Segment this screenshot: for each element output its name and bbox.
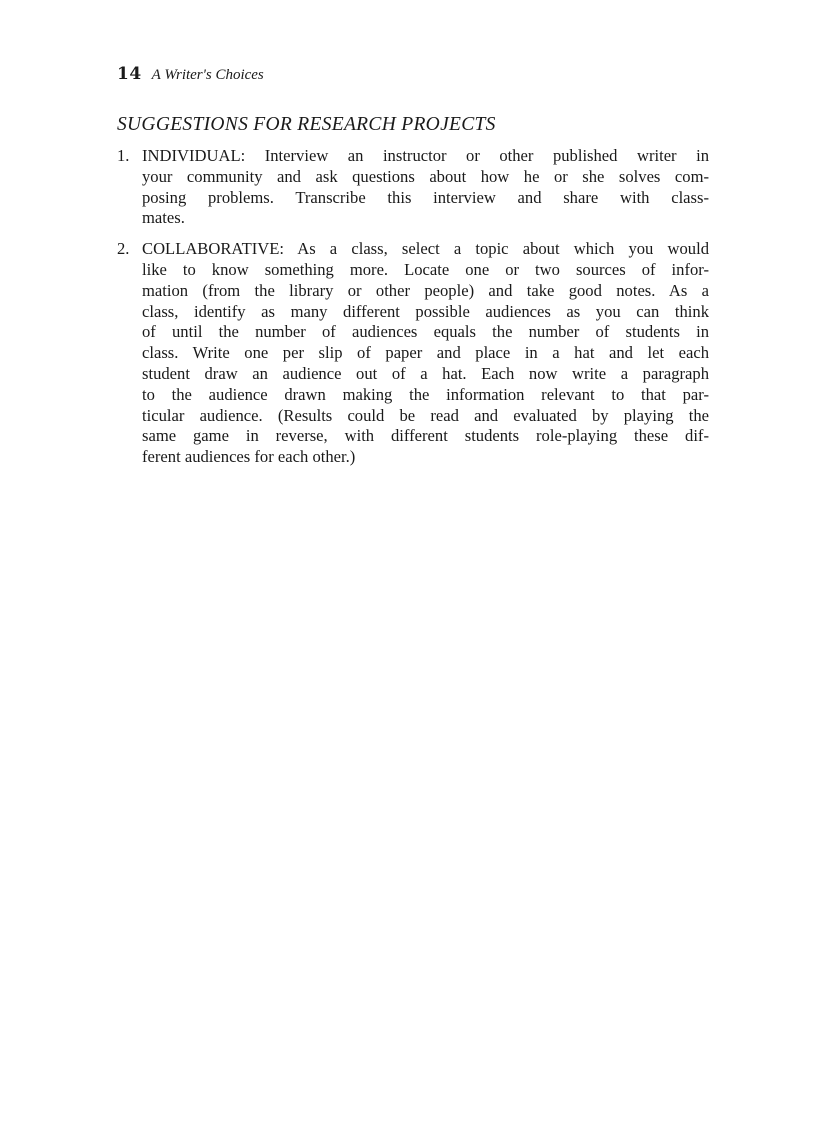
page-number: 14 <box>117 64 142 84</box>
item-text-line: class, identify as many different possible audiences as you can think <box>142 301 709 321</box>
item-text-line: class. Write one per slip of paper and place in a hat and let each <box>142 343 709 363</box>
item-text-line: to the audience drawn making the information relevant to that par- <box>142 384 709 404</box>
item-text-line: ferent audiences for each other.) <box>142 447 356 467</box>
item-text-line: mation (from the library or other people) and take good notes. As a <box>142 280 709 300</box>
section-heading: SUGGESTIONS FOR RESEARCH PROJECTS <box>117 114 496 135</box>
item-text-line: your community and ask questions about how he or she solves com- <box>142 166 709 186</box>
item-text-line: COLLABORATIVE: As a class, select a topic about which you would <box>142 239 709 259</box>
running-title: A Writer's Choices <box>151 67 264 83</box>
item-number: 2. <box>117 239 130 259</box>
item-text-line: same game in reverse, with different students role-playing these dif- <box>142 426 709 446</box>
item-text-line: ticular audience. (Results could be read and evaluated by playing the <box>142 405 709 425</box>
item-text-line: student draw an audience out of a hat. Each now write a paragraph <box>142 363 709 383</box>
item-text-line: of until the number of audiences equals the number of students in <box>142 322 709 342</box>
item-text-line: like to know something more. Locate one or two sources of infor- <box>142 259 709 279</box>
running-head <box>117 64 264 85</box>
project-item-individual <box>117 146 717 229</box>
research-projects-list <box>117 146 717 478</box>
item-text-line: mates. <box>142 208 185 228</box>
item-text-line: posing problems. Transcribe this interview and share with class- <box>142 187 709 207</box>
item-number: 1. <box>117 146 130 165</box>
item-text-line: INDIVIDUAL: Interview an instructor or other published writer in <box>142 146 709 165</box>
project-item-collaborative <box>117 239 717 468</box>
